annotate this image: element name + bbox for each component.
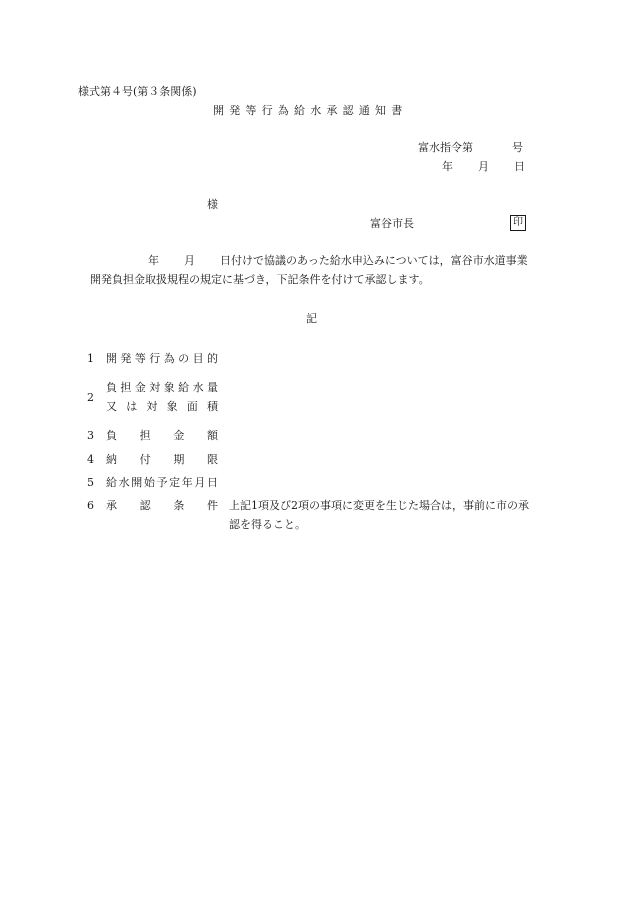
item-value-line1: 上記1項及び2項の事項に変更を生じた場合は，事前に市の承 xyxy=(229,499,529,512)
issue-date-year: 年 xyxy=(442,160,453,173)
item-label-text: 開発等行為の目的 xyxy=(106,352,222,365)
form-number: 様式第４号(第３条関係) xyxy=(78,85,197,98)
item-number: 6 xyxy=(87,499,94,512)
item-label-text: 又は対象面積 xyxy=(106,400,228,413)
issuer-name: 富谷市長 xyxy=(370,217,414,230)
issue-date-month: 月 xyxy=(478,160,489,173)
item-value-line2: 認を得ること。 xyxy=(229,518,306,531)
document-number-prefix: 富水指令第 xyxy=(418,141,473,154)
item-label-line2 xyxy=(106,401,227,412)
body-month: 月 xyxy=(184,254,195,267)
record-heading: 記 xyxy=(306,312,317,325)
seal-mark: 印 xyxy=(510,215,526,231)
item-label xyxy=(106,477,220,488)
item-label-text: 給水開始予定年月日 xyxy=(106,476,220,489)
body-text-line1: 日付けで協議のあった給水申込みについては，富谷市水道事業 xyxy=(220,254,528,267)
item-label xyxy=(106,430,241,441)
item-number: 3 xyxy=(87,429,94,442)
item-number: 2 xyxy=(87,391,94,404)
item-label xyxy=(106,353,221,364)
item-label-line1 xyxy=(106,382,221,393)
item-label xyxy=(106,500,241,511)
item-number: 5 xyxy=(87,476,94,489)
document-number-suffix: 号 xyxy=(512,141,523,154)
item-label-text: 負担金対象給水量 xyxy=(106,381,222,394)
item-number: 1 xyxy=(87,352,94,365)
item-label-text: 承認条件 xyxy=(106,499,241,512)
item-label xyxy=(106,454,241,465)
item-number: 4 xyxy=(87,453,94,466)
body-year: 年 xyxy=(148,254,159,267)
body-text-line2: 開発負担金取扱規程の規定に基づき，下記条件を付けて承認します。 xyxy=(90,273,430,286)
document-title: 開発等行為給水承認通知書 xyxy=(213,104,408,117)
item-label-text: 負担金額 xyxy=(106,429,241,442)
addressee-suffix: 様 xyxy=(207,198,218,211)
item-label-text: 納付期限 xyxy=(106,453,241,466)
issue-date-day: 日 xyxy=(514,160,525,173)
